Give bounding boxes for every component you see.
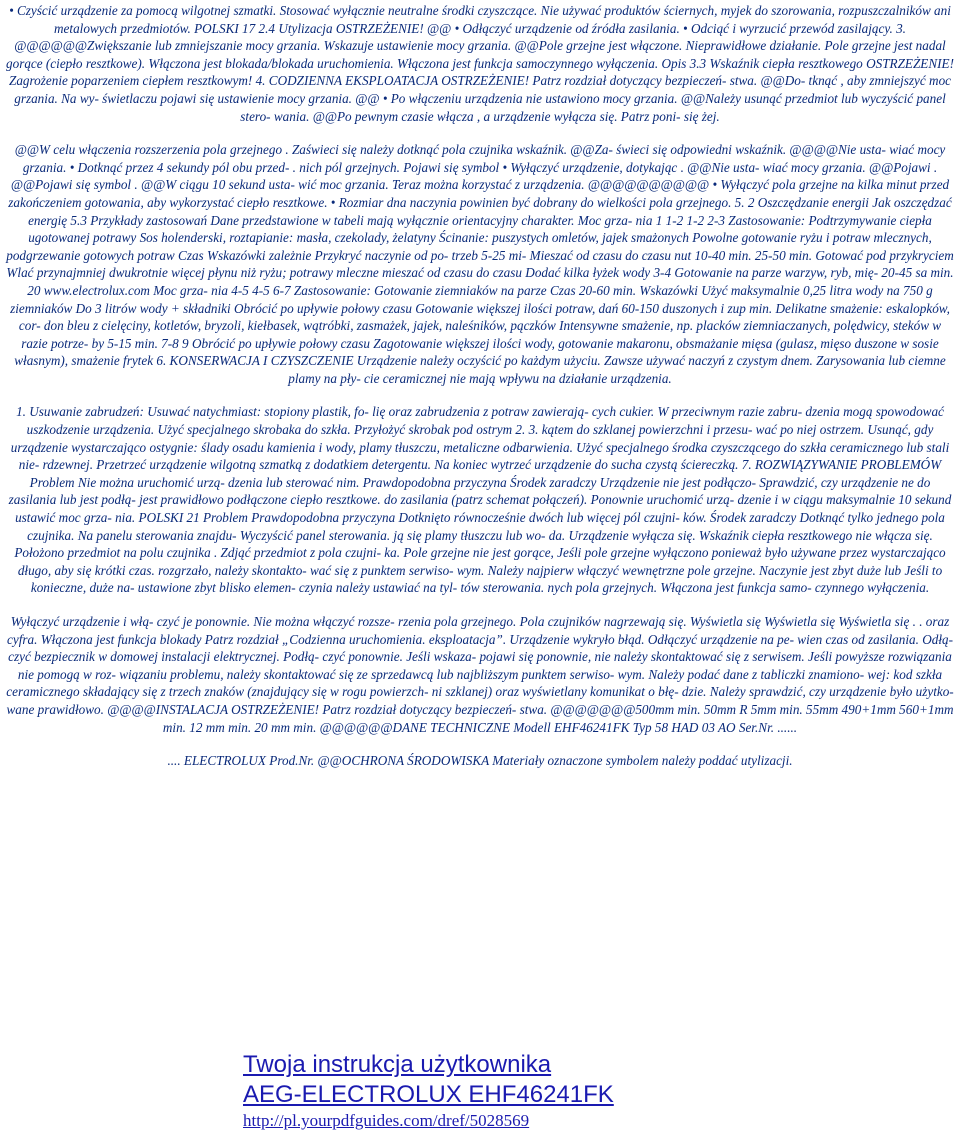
text-block-1: • Czyścić urządzenie za pomocą wilgotnej szmatki. Stosować wyłącznie neutralne środki czyszczące. Nie używać produktów ściernych, myjek do szorowania, rozpuszczalników ani metalowych przedmiotów. POLSKI 17 2.4 Utylizacja OSTRZEŻENIE! @@ • Odłączyć urządzenie od źródła zasilania. • Odciąć i wyrzucić przewód zasilający. 3. @@@@@@Zwiększanie lub zmniejszanie mocy grzania. Wskazuje ustawienie mocy grzania. @@Pole grzejne jest włączone. Nieprawidłowe działanie. Pole grzejne jest nadal gorące (ciepło resztkowe). Włączona jest blokada/blokada uruchomienia. Włączona jest funkcja samoczynnego wyłączenia. Opis 3.3 Wskaźnik ciepła resztkowego OSTRZEŻENIE! Zagrożenie poparzeniem ciepłem resztkowym! 4. CODZIENNA EKSPLOATACJA OSTRZEŻENIE! Patrz rozdział dotyczący bezpieczeń- stwa. @@Do- tknąć , aby zmniejszyć moc grzania. Na wy- świetlaczu pojawi się ustawienie mocy grzania. @@ • Po włączeniu urządzenia nie ustawiono mocy grzania. @@Należy usunąć przedmiot lub wyczyścić panel stero- wania. @@Po pewnym czasie włącza , a urządzenie wyłącza się. Patrz poni- się żej. bbox=[6, 3, 954, 124]
text-block-3: 1. Usuwanie zabrudzeń: Usuwać natychmiast: stopiony plastik, fo- lię oraz zabrudzenia z potraw zawierają- cych cukier. W przeciwnym razie zabru- dzenia mogą spowodować uszkodzenie urządzenia. Użyć specjalnego skrobaka do szkła. Przyłożyć skrobak pod ostrym 2. 3. kątem do szklanej powierzchni i przesu- wać po niej ostrzem. Usunąć, gdy urządzenie wystarczająco ostygnie: ślady osadu kamienia i wody, plamy tłuszczu, metaliczne odbarwienia. Użyć specjalnego środka czyszczącego do szkła ceramicznego lub stali nie- rdzewnej. Przetrzeć urządzenie wilgotną szmatką z dodatkiem detergentu. Na koniec wytrzeć urządzenie do sucha czystą ściereczką. 7. ROZWIĄZYWANIE PROBLEMÓW Problem Nie można uruchomić urzą- dzenia lub sterować nim. Prawdopodobna przyczyna Środek zaradczy Urządzenie nie jest podłączo- Sprawdzić, czy urządzenie ne do zasilania lub jest podłą- jest prawidłowo podłączone ciepło resztkowe. do zasilania (patrz schemat połączeń). Ponownie uruchomić urzą- dzenie i w ciągu maksymalnie 10 sekund ustawić moc grza- nia. POLSKI 21 Problem Prawdopodobna przyczyna Dotknięto równocześnie dwóch lub więcej pól czujni- ków. Środek zaradczy Dotknąć tylko jednego pola czujnika. Na panelu sterowania znajdu- Wyczyścić panel sterowania. ją się plamy tłuszczu lub wo- da. Urządzenie wyłącza się. Wskaźnik ciepła resztkowego nie włącza się. Położono przedmiot na polu czujnika . Zdjąć przedmiot z pola czujni- ka. Pole grzejne nie jest gorące, Jeśli pole grzejne wyłączono ponieważ było używane przez wystarczająco długo, aby się krótki czas. rozgrzało, należy skontakto- wać się z punktem serwiso- wym. Należy najpierw włączyć wewnętrzne pole grzejne. Naczynie jest zbyt duże lub Jeśli to konieczne, duże na- ustawione zbyt blisko elemen- czynia należy ustawiać na tyl- tów sterowania. nych pola grzejnych. Włączona jest funkcja samo- czynnego wyłączenia. bbox=[8, 404, 952, 596]
text-block-5: .... ELECTROLUX Prod.Nr. @@OCHRONA ŚRODOWISKA Materiały oznaczone symbolem należy poddać utylizacji. bbox=[167, 753, 793, 769]
text-block-4: Wyłączyć urządzenie i włą- czyć je ponownie. Nie można włączyć rozsze- rzenia pola grzejnego. Pola czujników nagrzewają się. Wyświetla się Wyświetla się Wyświetla się . . oraz cyfra. Włączona jest funkcja blokady Patrz rozdział „Codzienna uruchomienia. eksploatacja”. Urządzenie wykryło błąd. Odłączyć urządzenie na pe- wien czas od zasilania. Odłą- czyć bezpiecznik w domowej instalacji elektrycznej. Podłą- czyć ponownie. Jeśli wskaza- pojawi się ponownie, nie należy skontaktować się z serwisem. Jeśli powyższe rozwiązania nie pomogą w roz- wiązaniu problemu, należy skontaktować się ze sprzedawcą lub najbliższym punktem serwiso- wym. Należy podać dane z tabliczki znamiono- wej: kod szkła ceramicznego składający się z trzech znaków (znajdujący się w rogu powierzch- ni szklanej) oraz wyświetlany komunikat o błę- dzie. Należy sprawdzić, czy urządzenie było użytko- wane prawidłowo. @@@@INSTALACJA OSTRZEŻENIE! Patrz rozdział dotyczący bezpieczeń- stwa. @@@@@@@500mm min. 50mm R 5mm min. 55mm 490+1mm 560+1mm min. 12 mm min. 20 mm min. @@@@@@DANE TECHNICZNE Modell EHF46241FK Typ 58 HAD 03 AO Ser.Nr. ...... bbox=[6, 614, 954, 735]
ad-link[interactable]: http://pl.yourpdfguides.com/dref/5028569 bbox=[243, 1111, 530, 1130]
footer-ad bbox=[243, 1050, 763, 1132]
ad-title-line[interactable]: Twoja instrukcja użytkownika bbox=[243, 1051, 552, 1078]
ad-product-line[interactable]: AEG-ELECTROLUX EHF46241FK bbox=[243, 1081, 614, 1108]
text-block-2: @@W celu włączenia rozszerzenia pola grzejnego . Zaświeci się należy dotknąć pola czujnika wskaźnik. @@Za- świeci się odpowiedni wskaźnik. @@@@Nie usta- wiać mocy grzania. • Dotknąć przez 4 sekundy pól obu przed- . nich pól grzejnych. Pojawi się symbol • Wyłączyć urządzenie, dotykając . @@Nie usta- wiać mocy grzania. @@Pojawi . @@Pojawi się symbol . @@W ciągu 10 sekund usta- wić moc grzania. Teraz można korzystać z urządzenia. @@@@@@@@@@ • Wyłączyć pola grzejne na kilka minut przed zakończeniem gotowania, aby wykorzystać ciepło resztkowe. • Rozmiar dna naczynia powinien być dobrany do wielkości pola grzejnego. 5. 2 Oszczędzanie energii Jak oszczędzać energię 5.3 Przykłady zastosowań Dane przedstawione w tabeli mają wyłącznie orientacyjny charakter. Moc grza- nia 1 1-2 1-2 2-3 Zastosowanie: Podtrzymywanie ciepła ugotowanej potrawy Sos holenderski, roztapianie: masła, czekolady, żelatyny Ścinanie: puszystych omletów, jajek smażonych Powolne gotowanie ryżu i potraw mlecznych, podgrzewanie gotowych potraw Czas Wskazówki zależnie Przykryć naczynie od po- trzeb 5-25 mi- Mieszać od czasu do czasu nut 10-40 min. 25-50 min. Gotować pod przykryciem Wlać przynajmniej dwukrotnie więcej płynu niż ryżu; potrawy mleczne mieszać od czasu do czasu Dodać kilka łyżek wody 3-4 Gotowanie na parze warzyw, ryb, mię- 20-45 sa min. 20 www.electrolux.com Moc grza- nia 4-5 4-5 6-7 Zastosowanie: Gotowanie ziemniaków na parze Czas 20-60 min. Wskazówki Użyć maksymalnie 0,25 litra wody na 750 g ziemniaków Do 3 litrów wody + składniki Obrócić po upływie połowy czasu Gotowanie większej ilości potraw, dań 60-150 duszonych i zup min. Delikatne smażenie: eskalopków, cor- don bleu z cielęciny, kotletów, bryzoli, kiełbasek, wątróbki, zasmażek, jajek, naleśników, pączków Intensywne smażenie, np. placków ziemniaczanych, polędwicy, steków w razie potrze- by 5-15 min. 7-8 9 Obrócić po upływie połowy czasu Zagotowanie większej ilości wody, gotowanie makaronu, obsmażanie mięsa (gulasz, mięso duszone w sosie własnym), smażenie frytek 6. KONSERWACJA I CZYSZCZENIE Urządzenie należy oczyścić po każdym użyciu. Zawsze używać naczyń z czystym dnem. Zarysowania lub ciemne plamy na pły- cie ceramicznej nie mają wpływu na działanie urządzenia. bbox=[6, 142, 954, 386]
